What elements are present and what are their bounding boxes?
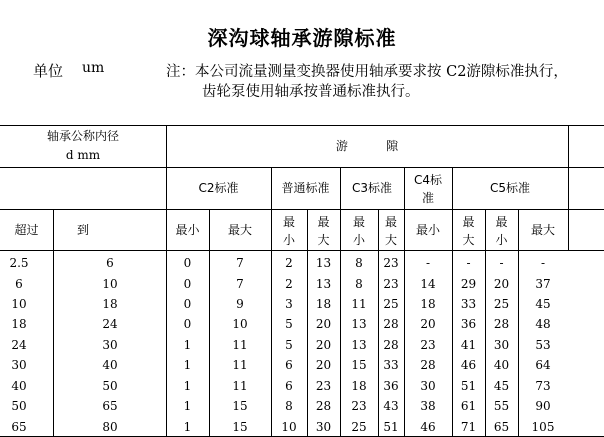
table-cell: 1 — [183, 358, 192, 372]
table-cell: 2 — [285, 277, 293, 291]
table-cell: - — [466, 256, 471, 270]
table-cell: 40 — [11, 379, 27, 393]
table-cell: 18 — [315, 297, 332, 311]
table-cell: 15 — [351, 358, 367, 372]
note-line-2: 齿轮泵使用轴承按普通标准执行。 — [202, 84, 420, 100]
table-cell: 90 — [535, 399, 551, 413]
table-cell: 28 — [420, 358, 436, 372]
bore-header: 轴承公称内径 — [46, 129, 119, 143]
table-cell: 64 — [535, 358, 551, 372]
table-cell: 5 — [285, 317, 293, 331]
table-cell: 0 — [183, 277, 192, 291]
table-border — [0, 125, 604, 126]
table-cell: 61 — [460, 399, 477, 413]
table-cell: 80 — [102, 420, 118, 434]
table-cell: 24 — [102, 317, 118, 331]
table-border — [0, 250, 604, 251]
table-cell: 11 — [232, 358, 248, 372]
table-cell: 14 — [420, 277, 436, 291]
table-cell: 25 — [351, 420, 367, 434]
table-cell: 8 — [285, 399, 293, 413]
unit-label: 单位 — [33, 62, 64, 80]
table-cell: 6 — [15, 277, 23, 291]
table-cell: 11 — [232, 338, 248, 352]
table-cell: - — [499, 256, 504, 270]
col-c4-min: 最小 — [415, 223, 440, 237]
table-cell: 11 — [351, 297, 367, 311]
col-c2-max: 最大 — [227, 223, 252, 237]
table-cell: 51 — [383, 420, 399, 434]
bore-unit: d mm — [65, 148, 101, 162]
col-c5-max2: 最大 — [530, 223, 555, 237]
table-cell: 33 — [383, 358, 399, 372]
table-cell: 105 — [531, 420, 555, 434]
table-cell: 23 — [315, 379, 332, 393]
clearance-table — [0, 125, 604, 437]
group-c3: C3标准 — [351, 181, 392, 195]
table-cell: 10 — [102, 277, 118, 291]
table-cell: 30 — [102, 338, 118, 352]
table-cell: 13 — [351, 317, 367, 331]
col-c2-min: 最小 — [175, 223, 200, 237]
table-cell: 15 — [232, 399, 248, 413]
col-over: 超过 — [14, 223, 39, 237]
table-cell: 50 — [102, 379, 118, 393]
table-cell: 3 — [285, 297, 293, 311]
table-cell: 36 — [383, 379, 399, 393]
table-cell: 30 — [420, 379, 436, 393]
table-cell: 51 — [460, 379, 477, 393]
table-cell: 0 — [183, 297, 192, 311]
table-cell: 71 — [460, 420, 477, 434]
group-normal: 普通标准 — [281, 181, 330, 195]
table-cell: 30 — [493, 338, 510, 352]
table-cell: 7 — [236, 256, 244, 270]
page-title: 深沟球轴承游隙标准 — [207, 26, 397, 50]
table-cell: - — [425, 256, 431, 270]
group-c5: C5标准 — [489, 181, 530, 195]
table-cell: 18 — [11, 317, 27, 331]
table-cell: 24 — [11, 338, 27, 352]
col-c5-max: 最大 — [462, 215, 475, 247]
table-cell: 28 — [383, 338, 399, 352]
table-cell: 2.5 — [9, 256, 29, 270]
table-cell: 65 — [102, 399, 118, 413]
table-cell: 20 — [420, 317, 436, 331]
table-cell: 1 — [183, 338, 192, 352]
table-cell: 8 — [355, 277, 363, 291]
table-cell: 65 — [11, 420, 27, 434]
table-cell: 5 — [285, 338, 293, 352]
table-cell: 50 — [11, 399, 27, 413]
col-normal-min: 最小 — [282, 215, 295, 247]
table-cell: 65 — [493, 420, 510, 434]
table-cell: 1 — [183, 379, 192, 393]
table-cell: 20 — [315, 317, 332, 331]
table-border — [568, 125, 569, 250]
table-cell: 10 — [232, 317, 248, 331]
table-cell: 23 — [351, 399, 367, 413]
table-cell: 1 — [183, 399, 192, 413]
table-cell: 15 — [232, 420, 248, 434]
table-cell: 40 — [493, 358, 510, 372]
table-cell: 30 — [315, 420, 332, 434]
table-cell: 23 — [420, 338, 436, 352]
table-cell: 0 — [183, 256, 192, 270]
table-cell: 2 — [285, 256, 293, 270]
table-cell: 43 — [383, 399, 399, 413]
clearance-header: 游 隙 — [335, 139, 399, 153]
table-cell: 18 — [102, 297, 118, 311]
table-cell: 6 — [285, 379, 293, 393]
table-cell: 23 — [383, 277, 399, 291]
col-to: 到 — [76, 223, 89, 237]
col-normal-max: 最大 — [317, 215, 330, 247]
table-cell: 33 — [460, 297, 477, 311]
table-cell: 20 — [315, 338, 332, 352]
table-cell: 30 — [11, 358, 27, 372]
unit-value: um — [82, 60, 105, 76]
col-c3-max: 最大 — [384, 215, 397, 247]
table-cell: 13 — [315, 277, 332, 291]
table-cell: 46 — [460, 358, 477, 372]
table-cell: 38 — [420, 399, 436, 413]
table-cell: 46 — [420, 420, 436, 434]
table-cell: 41 — [460, 338, 477, 352]
table-cell: 6 — [285, 358, 293, 372]
table-cell: - — [540, 256, 546, 270]
table-cell: 37 — [535, 277, 551, 291]
table-cell: 28 — [383, 317, 399, 331]
table-cell: 73 — [535, 379, 551, 393]
col-c3-min: 最小 — [352, 215, 365, 247]
table-cell: 11 — [232, 379, 248, 393]
table-cell: 28 — [493, 317, 510, 331]
table-cell: 0 — [183, 317, 192, 331]
group-c4-label: C4标准 — [414, 173, 443, 205]
table-cell: 45 — [535, 297, 551, 311]
group-c2: C2标准 — [198, 181, 239, 195]
table-cell: 20 — [493, 277, 510, 291]
table-cell: 55 — [493, 399, 510, 413]
table-cell: 18 — [420, 297, 436, 311]
table-cell: 7 — [236, 277, 244, 291]
table-cell: 29 — [460, 277, 477, 291]
group-c4 — [404, 171, 452, 207]
table-border — [0, 209, 604, 210]
table-cell: 28 — [315, 399, 332, 413]
table-cell: 6 — [106, 256, 114, 270]
table-border — [53, 209, 54, 437]
table-cell: 10 — [281, 420, 297, 434]
table-cell: 9 — [236, 297, 244, 311]
table-cell: 40 — [102, 358, 118, 372]
table-cell: 45 — [493, 379, 510, 393]
table-border — [0, 167, 604, 168]
table-cell: 13 — [315, 256, 332, 270]
table-cell: 1 — [183, 420, 192, 434]
table-cell: 20 — [315, 358, 332, 372]
table-cell: 23 — [383, 256, 399, 270]
table-cell: 8 — [355, 256, 363, 270]
note-line-1: 注：本公司流量测量变换器使用轴承要求按 C2游隙标准执行， — [166, 64, 568, 80]
col-c5-min: 最小 — [495, 215, 508, 247]
table-cell: 13 — [351, 338, 367, 352]
table-cell: 48 — [535, 317, 551, 331]
table-cell: 53 — [535, 338, 551, 352]
table-cell: 36 — [460, 317, 477, 331]
table-cell: 10 — [11, 297, 27, 311]
table-cell: 25 — [383, 297, 399, 311]
table-cell: 18 — [351, 379, 367, 393]
table-cell: 25 — [493, 297, 510, 311]
